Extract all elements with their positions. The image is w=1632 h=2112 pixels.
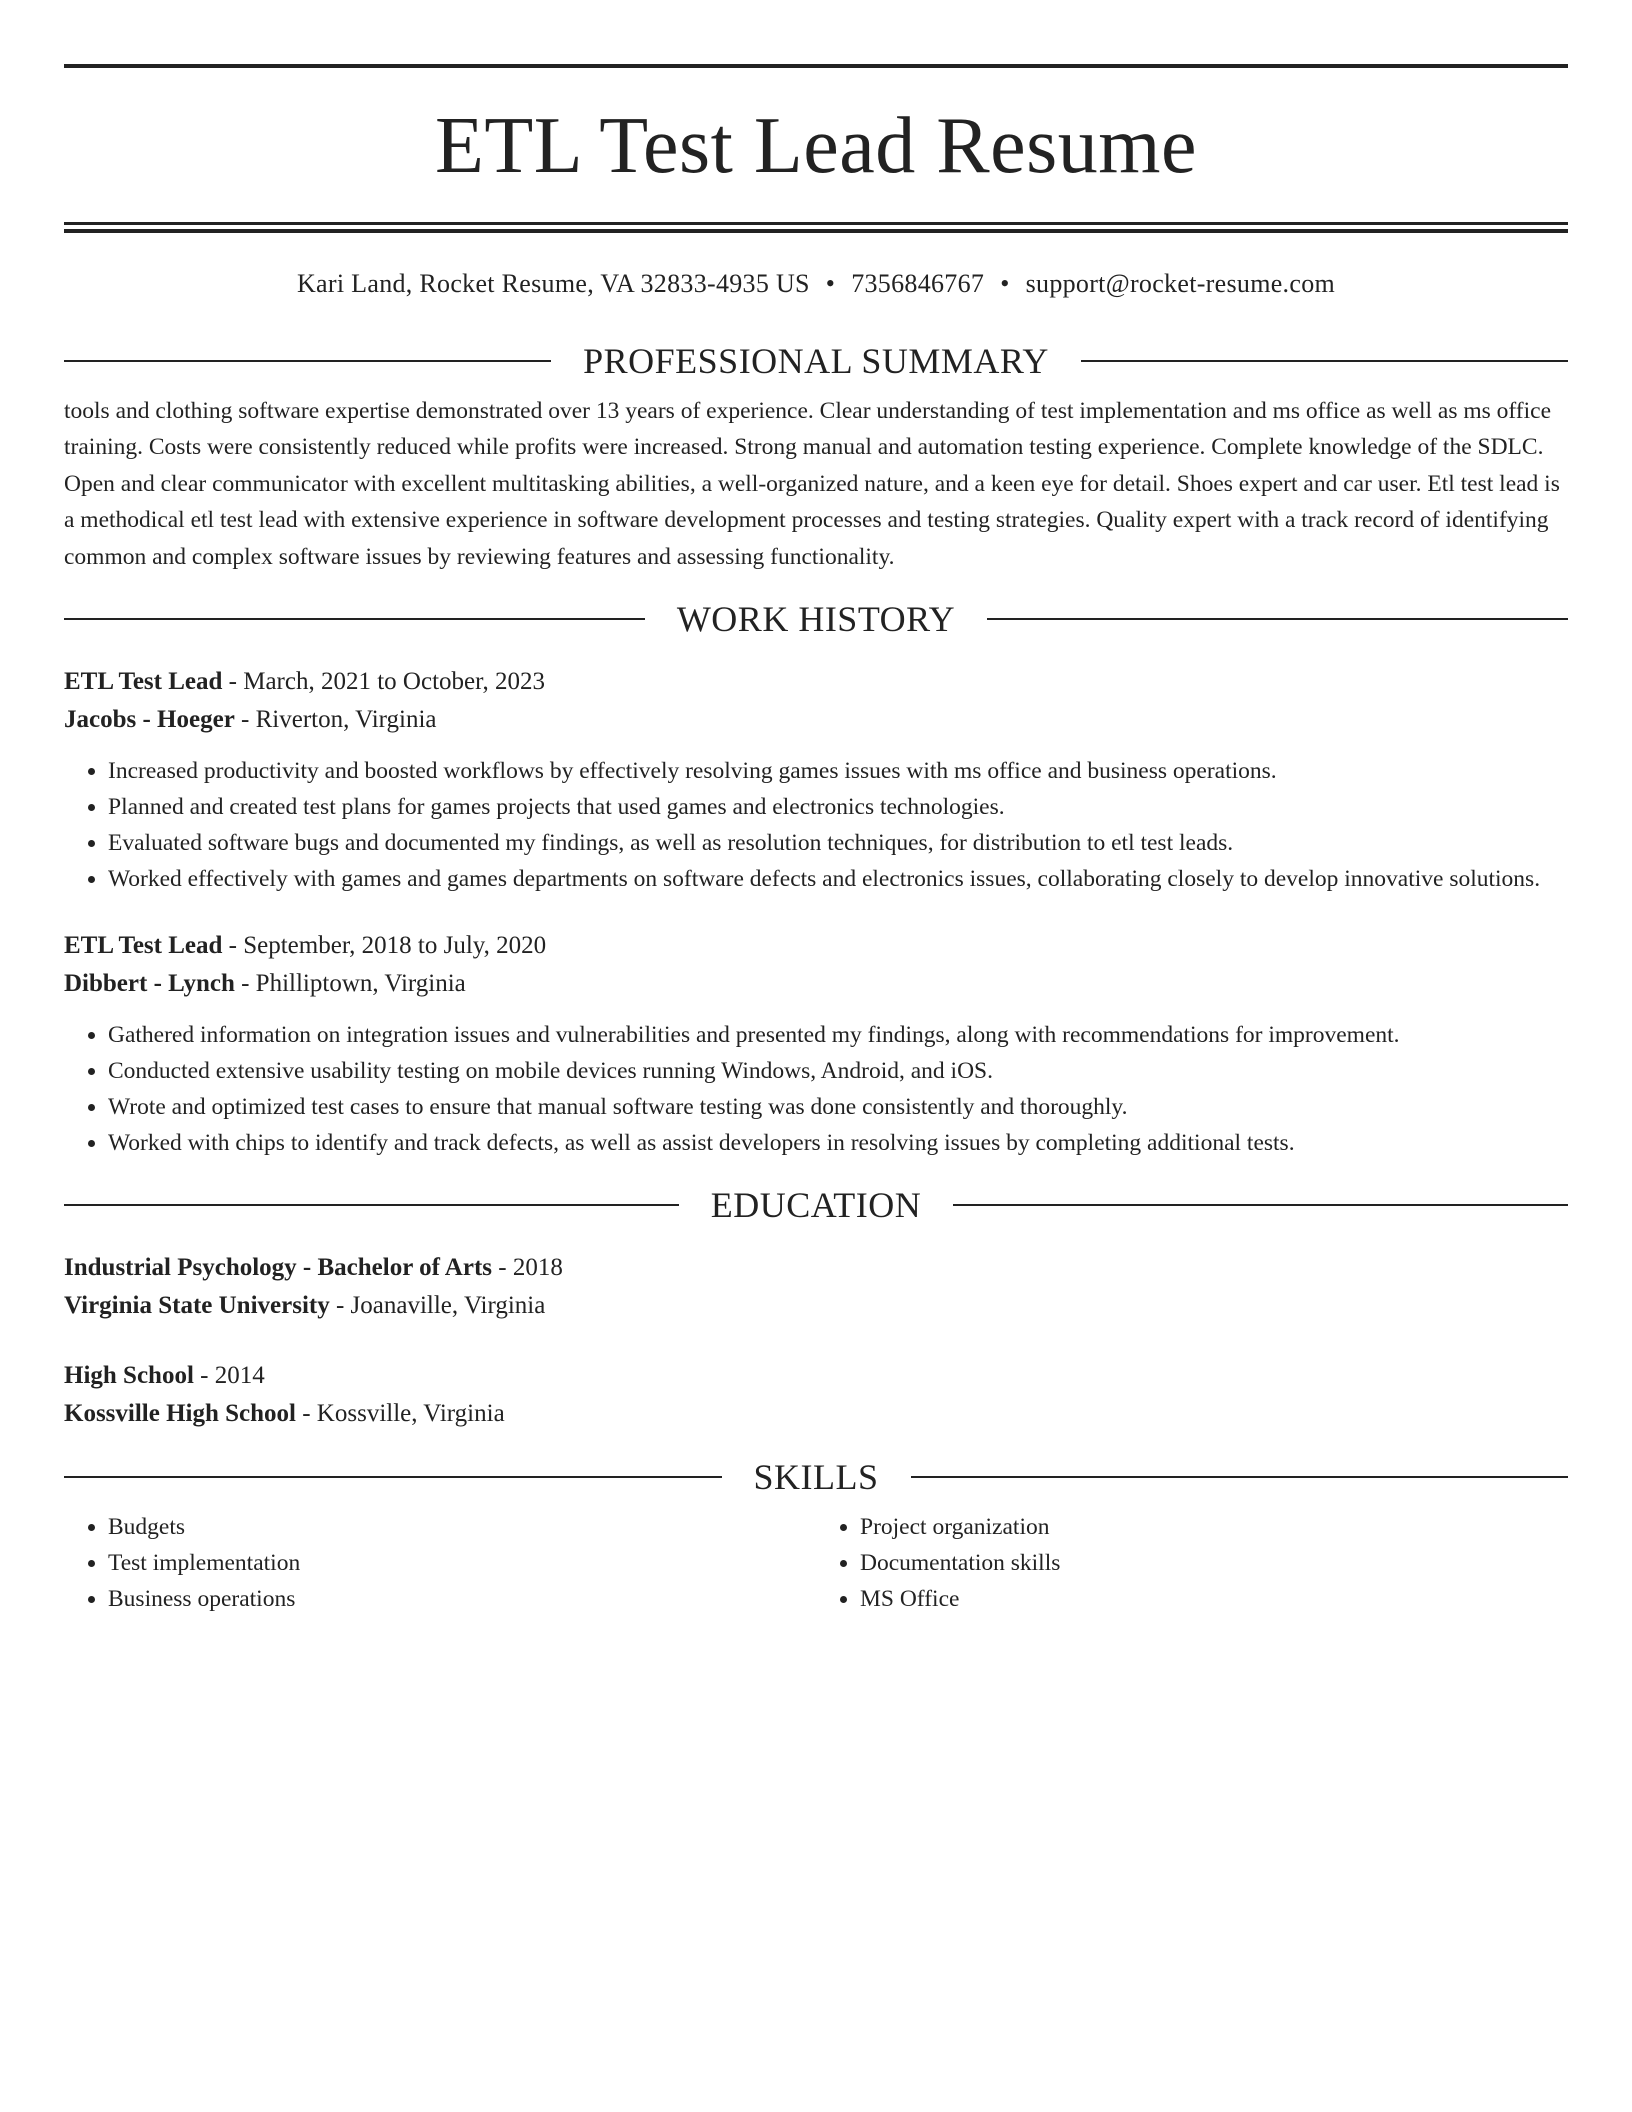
section-heading-summary — [64, 339, 1568, 383]
education-degree: High School — [64, 1362, 194, 1390]
education-school-line — [64, 1287, 1568, 1325]
skill-item: • Business operations — [108, 1581, 816, 1617]
education-location: - Joanaville, Virginia — [329, 1292, 546, 1320]
heading-rule — [64, 618, 645, 620]
education-degree: Industrial Psychology - Bachelor of Arts — [64, 1254, 493, 1282]
heading-rule — [64, 1476, 722, 1478]
skills-columns — [64, 1509, 1568, 1617]
job-dates: - March, 2021 to October, 2023 — [222, 668, 545, 696]
section-heading-education — [64, 1183, 1568, 1227]
list-item: • Conducted extensive usability testing on mobile devices running Windows, Android, and iOS. — [108, 1053, 1568, 1089]
education-year: - 2018 — [492, 1254, 563, 1282]
job-entry — [64, 663, 1568, 897]
job-title: ETL Test Lead — [64, 668, 223, 696]
job-company: Dibbert - Lynch — [64, 970, 235, 998]
list-item: • Worked with chips to identify and track defects, as well as assist developers in resolving issues by completing additional tests. — [108, 1125, 1568, 1161]
skill-item: • Documentation skills — [860, 1545, 1568, 1581]
resume-page — [64, 64, 1568, 1617]
education-degree-line — [64, 1249, 1568, 1287]
job-company: Jacobs - Hoeger — [64, 706, 235, 734]
education-entry — [64, 1357, 1568, 1433]
skills-list-right — [816, 1509, 1568, 1617]
title-double-rule — [64, 222, 1568, 233]
list-item: • Increased productivity and boosted workflows by effectively resolving games issues with ms office and business operations. — [108, 753, 1568, 789]
list-item: • Wrote and optimized test cases to ensure that manual software testing was done consistently and thoroughly. — [108, 1089, 1568, 1125]
list-item: • Evaluated software bugs and documented my findings, as well as resolution techniques, for distribution to etl test leads. — [108, 825, 1568, 861]
list-item: • Worked effectively with games and games departments on software defects and electronics issues, collaborating closely to develop innovative solutions. — [108, 861, 1568, 897]
education-school-line — [64, 1395, 1568, 1433]
contact-separator: • — [825, 269, 836, 298]
job-title: ETL Test Lead — [64, 932, 223, 960]
section-title: PROFESSIONAL SUMMARY — [583, 341, 1049, 381]
resume-title: ETL Test Lead Resume — [435, 102, 1197, 190]
section-heading-work — [64, 597, 1568, 641]
contact-line — [64, 267, 1568, 301]
contact-separator: • — [1000, 269, 1010, 298]
heading-rule — [911, 1476, 1569, 1478]
education-entry — [64, 1249, 1568, 1325]
section-title: WORK HISTORY — [676, 599, 956, 640]
contact-email: support@rocket-resume.com — [1025, 269, 1336, 298]
heading-rule — [987, 618, 1568, 620]
job-dates: - September, 2018 to July, 2020 — [222, 932, 547, 960]
heading-rule — [64, 360, 551, 362]
job-title-line — [64, 927, 1568, 965]
skill-item: • MS Office — [860, 1581, 1568, 1617]
job-bullets — [64, 1017, 1568, 1161]
contact-phone: 7356846767 — [851, 269, 985, 298]
education-school: Kossville High School — [64, 1400, 296, 1428]
education-location: - Kossville, Virginia — [295, 1400, 505, 1428]
section-title: EDUCATION — [710, 1185, 922, 1226]
skill-item: • Project organization — [860, 1509, 1568, 1545]
education-year: - 2014 — [193, 1362, 265, 1390]
education-school: Virginia State University — [64, 1292, 330, 1320]
list-item: • Gathered information on integration issues and vulnerabilities and presented my findings, along with recommendations for improvement. — [108, 1017, 1568, 1053]
section-title: SKILLS — [753, 1457, 879, 1498]
education-degree-line — [64, 1357, 1568, 1395]
skill-item: • Test implementation — [108, 1545, 816, 1581]
heading-rule — [953, 1204, 1568, 1206]
job-entry — [64, 927, 1568, 1161]
section-heading-skills — [64, 1455, 1568, 1499]
job-bullets — [64, 753, 1568, 897]
job-company-line — [64, 701, 1568, 739]
heading-rule — [1081, 360, 1568, 362]
summary-paragraph: tools and clothing software expertise demonstrated over 13 years of experience. Clear understanding of test implementation and ms office as well as ms office training. Costs were consistently reduced while profits were increased. Strong manual and automation testing experience. Complete knowledge of the SDLC. Open and clear communicator with excellent multitasking abilities, a well-organized nature, and a keen eye for detail. Shoes expert and car user. Etl test lead is a methodical etl test lead with extensive experience in software development processes and testing strategies. Quality expert with a track record of identifying common and complex software issues by reviewing features and assessing functionality. — [64, 398, 1560, 570]
list-item: • Planned and created test plans for games projects that used games and electronics technologies. — [108, 789, 1568, 825]
job-location: - Philliptown, Virginia — [234, 970, 466, 998]
heading-rule — [64, 1204, 679, 1206]
job-location: - Riverton, Virginia — [234, 706, 437, 734]
top-rule — [64, 64, 1568, 68]
skills-list-left — [64, 1509, 816, 1617]
skill-item: • Budgets — [108, 1509, 816, 1545]
job-title-line — [64, 663, 1568, 701]
job-company-line — [64, 965, 1568, 1003]
contact-address: Kari Land, Rocket Resume, VA 32833-4935 US — [296, 269, 810, 298]
